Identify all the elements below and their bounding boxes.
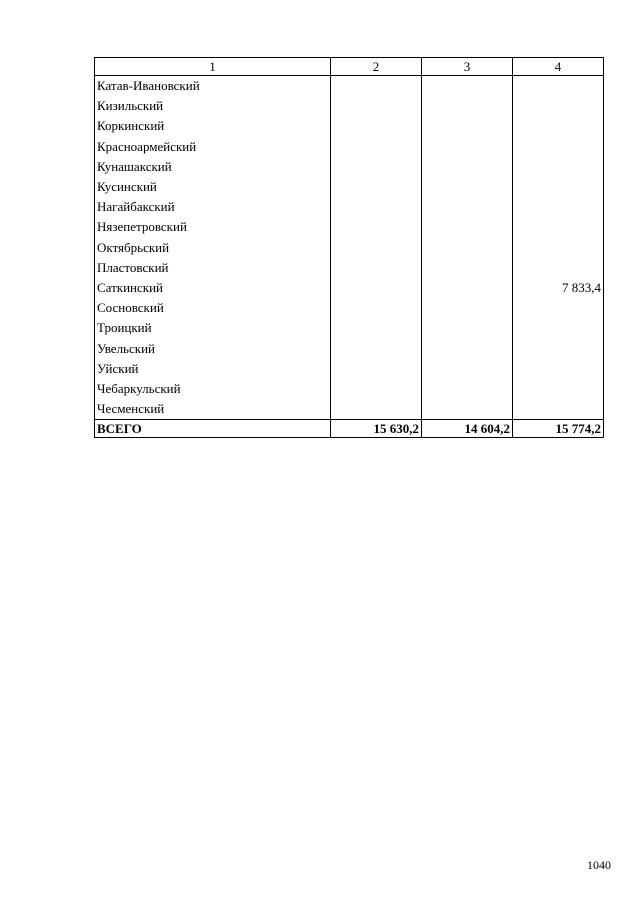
table-row <box>95 338 604 358</box>
value-col2 <box>331 298 422 318</box>
table-row <box>95 137 604 157</box>
value-col2 <box>331 137 422 157</box>
value-col3 <box>422 258 513 278</box>
total-row <box>95 420 604 438</box>
value-col3 <box>422 379 513 399</box>
table-row <box>95 399 604 420</box>
value-col3 <box>422 116 513 136</box>
value-col4 <box>513 399 604 420</box>
value-col3 <box>422 137 513 157</box>
table-row <box>95 96 604 116</box>
header-row <box>95 58 604 76</box>
value-col2 <box>331 157 422 177</box>
value-col3 <box>422 76 513 97</box>
value-col4 <box>513 359 604 379</box>
total-label: ВСЕГО <box>95 420 331 438</box>
value-col4 <box>513 197 604 217</box>
district-name: Октябрьский <box>95 238 331 258</box>
table-row <box>95 379 604 399</box>
value-col2 <box>331 217 422 237</box>
total-value-col3: 14 604,2 <box>422 420 513 438</box>
district-name: Катав-Ивановский <box>95 76 331 97</box>
column-header-2: 2 <box>331 58 422 76</box>
value-col4 <box>513 258 604 278</box>
value-col2 <box>331 318 422 338</box>
value-col2 <box>331 238 422 258</box>
district-name: Красноармейский <box>95 137 331 157</box>
total-value-col2: 15 630,2 <box>331 420 422 438</box>
district-name: Уйский <box>95 359 331 379</box>
district-name: Увельский <box>95 338 331 358</box>
value-col4 <box>513 338 604 358</box>
budget-table <box>94 57 604 438</box>
value-col4 <box>513 177 604 197</box>
value-col4 <box>513 379 604 399</box>
table-row <box>95 197 604 217</box>
table-row <box>95 177 604 197</box>
table-header <box>95 58 604 76</box>
district-name: Кизильский <box>95 96 331 116</box>
value-col4 <box>513 157 604 177</box>
value-col3 <box>422 298 513 318</box>
district-name: Коркинский <box>95 116 331 136</box>
table-row <box>95 116 604 136</box>
table-row <box>95 258 604 278</box>
value-col4: 7 833,4 <box>513 278 604 298</box>
value-col2 <box>331 399 422 420</box>
district-name: Чебаркульский <box>95 379 331 399</box>
value-col2 <box>331 278 422 298</box>
value-col4 <box>513 217 604 237</box>
value-col4 <box>513 116 604 136</box>
total-value-col4: 15 774,2 <box>513 420 604 438</box>
district-name: Саткинский <box>95 278 331 298</box>
value-col3 <box>422 217 513 237</box>
district-name: Пластовский <box>95 258 331 278</box>
column-header-4: 4 <box>513 58 604 76</box>
value-col4 <box>513 137 604 157</box>
value-col4 <box>513 238 604 258</box>
district-name: Чесменский <box>95 399 331 420</box>
value-col3 <box>422 318 513 338</box>
district-name: Сосновский <box>95 298 331 318</box>
value-col2 <box>331 258 422 278</box>
table-row <box>95 298 604 318</box>
value-col2 <box>331 76 422 97</box>
page-number: 1040 <box>587 858 611 872</box>
table-row <box>95 359 604 379</box>
value-col2 <box>331 116 422 136</box>
district-name: Кусинский <box>95 177 331 197</box>
value-col3 <box>422 238 513 258</box>
district-name: Кунашакский <box>95 157 331 177</box>
value-col2 <box>331 359 422 379</box>
table-row <box>95 157 604 177</box>
value-col3 <box>422 157 513 177</box>
value-col2 <box>331 338 422 358</box>
value-col3 <box>422 278 513 298</box>
column-header-1: 1 <box>95 58 331 76</box>
column-header-3: 3 <box>422 58 513 76</box>
district-name: Нагайбакский <box>95 197 331 217</box>
table-row <box>95 76 604 97</box>
value-col4 <box>513 318 604 338</box>
value-col4 <box>513 76 604 97</box>
table-row <box>95 318 604 338</box>
value-col2 <box>331 379 422 399</box>
value-col2 <box>331 96 422 116</box>
table-footer <box>95 420 604 438</box>
value-col3 <box>422 399 513 420</box>
district-name: Нязепетровский <box>95 217 331 237</box>
table-body <box>95 76 604 420</box>
value-col4 <box>513 96 604 116</box>
table-row <box>95 238 604 258</box>
value-col3 <box>422 197 513 217</box>
district-name: Троицкий <box>95 318 331 338</box>
table-row <box>95 217 604 237</box>
value-col3 <box>422 359 513 379</box>
value-col3 <box>422 338 513 358</box>
value-col4 <box>513 298 604 318</box>
value-col2 <box>331 197 422 217</box>
value-col3 <box>422 177 513 197</box>
value-col3 <box>422 96 513 116</box>
table-row <box>95 278 604 298</box>
value-col2 <box>331 177 422 197</box>
